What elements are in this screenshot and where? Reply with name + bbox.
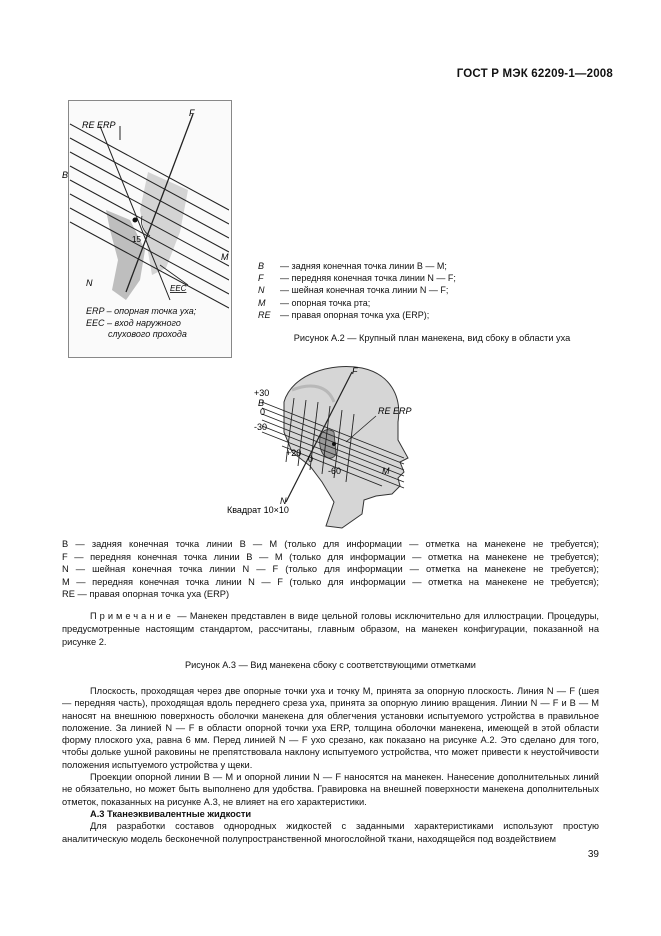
figure-a3-note <box>62 610 599 649</box>
fig2-label-b: B <box>62 170 69 180</box>
legend-row: M — передняя конечная точка линии N — F (только для информации — отметка на манекене не требуется); <box>62 576 599 587</box>
note-text: — Манекен представлен в виде цельной головы исключительно для иллюстрации. Процедуры, предусмотренные настоящим стандартом, рассчитаны, главным образом, на манекен конфигурации, показанной на рисунке 2. <box>62 611 599 647</box>
legend-row: RE — правая опорная точка уха (ERP) <box>62 589 230 600</box>
legend-row: M — опорная точка рта; <box>258 297 371 308</box>
fig2-label-f: F <box>189 108 195 118</box>
legend-row: N — шейная конечная точка линии N — F; <box>258 285 449 296</box>
legend-row: N — шейная конечная точка линии N — F (только для информации — отметка на манекене не требуется); <box>62 564 599 575</box>
section-heading: А.3 Тканеэквивалентные жидкости <box>90 808 252 819</box>
figure-a3-drawing <box>222 362 432 534</box>
legend-row: RE — правая опорная точка уха (ERP); <box>258 309 430 320</box>
fig3-label-p30: +30 <box>254 388 270 398</box>
figure-a3 <box>222 362 432 534</box>
fig2-label-n: N <box>86 278 93 288</box>
legend-row: F — передняя конечная точка линии B — M (только для информации — отметка на манекене не требуется); <box>62 551 599 562</box>
body-text <box>62 685 599 845</box>
fig3-label-zero2: 0 <box>308 454 314 464</box>
fig3-label-re-erp: RE ERP <box>378 406 412 416</box>
fig3-label-m30: -30 <box>254 422 268 432</box>
fig3-label-square: Квадрат 10×10 <box>227 505 289 515</box>
figure-a3-legend <box>62 538 599 601</box>
fig2-label-m: M <box>221 252 229 262</box>
page-number: 39 <box>587 849 599 860</box>
fig3-label-f: F <box>352 366 358 376</box>
figure-a2-legend <box>258 260 456 321</box>
paragraph: Плоскость, проходящая через две опорные точки уха и точку M, принята за опорную плоскость. Линия N — F (шея — передняя часть), проходящая вдоль переднего среза уха, принята за опорную линию вращения. Линии N — F и B — M наносят на внешнюю поверхность оболочки манекена для облегчения установки испытуемого устройства в правильное положение. За линией N — F в области опорной точки уха ERP, толщина оболочки манекена, имеющей в этой области форму плоского уха, равна 6 мм. Перед линией N — F ухо срезано, как показано на рисунке А.2. Это сделано для того, чтобы дольке ушной раковины не препятствовала наклону испытуемого устройства, что может привести к неустойчивости положения испытуемого устройства у щеки. <box>62 686 599 770</box>
legend-row: B — задняя конечная точка линии B — M; <box>258 261 447 271</box>
note-label: Примечание <box>90 611 174 621</box>
fig3-label-m60: -60 <box>328 466 342 476</box>
legend-row: B — задняя конечная точка линии B — M (только для информации — отметка на манекене не требуется); <box>62 539 599 549</box>
figure-a2-caption: Рисунок А.2 — Крупный план манекена, вид сбоку в области уха <box>293 333 571 343</box>
fig3-label-b: B <box>258 398 265 408</box>
figure-a3-caption: Рисунок А.3 — Вид манекена сбоку с соответствующими отметками <box>185 660 476 670</box>
fig3-label-p20: +20 <box>286 448 302 458</box>
fig2-label-15: 15 <box>132 235 141 244</box>
legend-row: F — передняя конечная точка линии N — F; <box>258 273 456 284</box>
fig2-label-eec: EEC <box>170 284 187 293</box>
paragraph: Проекции опорной линии B — M и опорной линии N — F наносятся на манекен. Нанесение дополнительных линий не обязательно, но может быть выполнено для удобства. Гравировка на внешней поверхности манекена дополнительных отметок, показанных на рисунке А.3, не влияет на его характеристики. <box>62 772 599 807</box>
fig3-label-n: N <box>280 496 287 506</box>
fig3-label-m: M <box>382 466 390 476</box>
page-header: ГОСТ Р МЭК 62209-1—2008 <box>456 68 613 80</box>
fig3-label-zero: 0 <box>260 407 266 417</box>
figure-a2 <box>60 100 232 358</box>
paragraph: Для разработки составов однородных жидкостей с заданными характеристиками используют простую аналитическую модель бесконечной полупространственной многослойной ткани, находящейся под воздействием <box>62 821 599 844</box>
figure-a2-note: ERP – опорная точка уха; EEC – вход наружного слухового прохода <box>86 306 197 339</box>
fig2-label-re-erp: RE ERP <box>82 120 116 130</box>
